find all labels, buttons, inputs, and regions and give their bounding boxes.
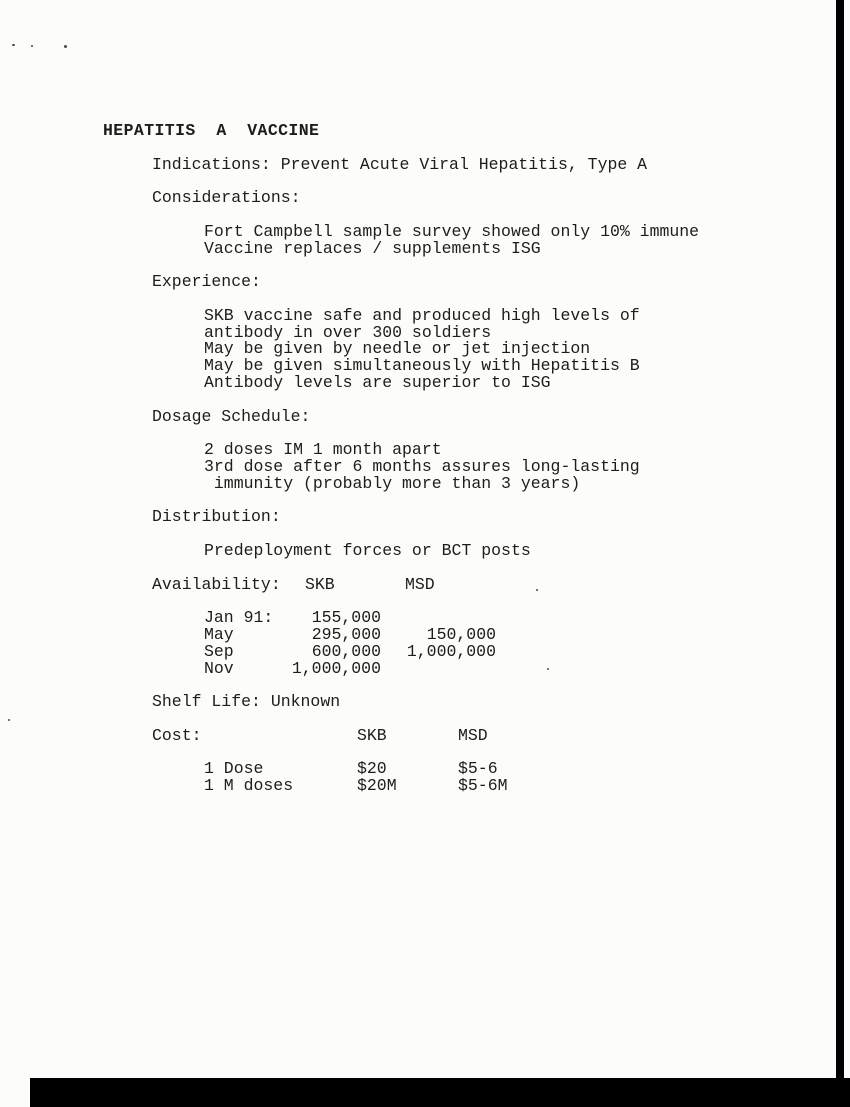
body-line: 2 doses IM 1 month apart bbox=[204, 440, 442, 460]
body-line: Antibody levels are superior to ISG bbox=[204, 372, 551, 392]
cost-col-skb: SKB bbox=[357, 725, 387, 745]
availability-month: Jan 91: bbox=[204, 608, 274, 628]
document-title: HEPATITIS A VACCINE bbox=[103, 121, 320, 140]
body-line: Fort Campbell sample survey showed only 10% immune bbox=[204, 221, 700, 241]
indications-line: Indications: Prevent Acute Viral Hepatitis, Type A bbox=[152, 154, 648, 174]
body-line: 3rd dose after 6 months assures long-lasting bbox=[204, 456, 640, 476]
scan-edge-right bbox=[836, 0, 844, 1107]
availability-col-skb: SKB bbox=[305, 574, 335, 594]
cost-item: 1 M doses bbox=[204, 776, 294, 796]
cost-skb-value: $20 bbox=[357, 759, 387, 779]
cost-col-msd: MSD bbox=[458, 725, 488, 745]
dosage-schedule-body bbox=[204, 442, 763, 492]
dosage-schedule-heading: Dosage Schedule: bbox=[152, 406, 311, 426]
body-line: immunity (probably more than 3 years) bbox=[204, 473, 581, 493]
body-line: May be given by needle or jet injection bbox=[204, 339, 591, 359]
document-content bbox=[103, 123, 763, 795]
body-line: SKB vaccine safe and produced high levels of bbox=[204, 305, 640, 325]
availability-skb-value: 1,000,000 bbox=[291, 658, 381, 678]
scan-speck bbox=[31, 45, 33, 47]
cost-skb-value: $20M bbox=[357, 776, 397, 796]
body-line: antibody in over 300 soldiers bbox=[204, 322, 492, 342]
availability-month: Sep bbox=[204, 641, 234, 661]
body-line: Vaccine replaces / supplements ISG bbox=[204, 238, 541, 258]
availability-header-row bbox=[152, 574, 763, 594]
experience-body bbox=[204, 305, 763, 392]
body-line: May be given simultaneously with Hepatitis B bbox=[204, 356, 640, 376]
cost-heading: Cost: bbox=[152, 725, 202, 745]
body-line: Predeployment forces or BCT posts bbox=[204, 540, 531, 560]
table-row bbox=[204, 641, 763, 661]
cost-item: 1 Dose bbox=[204, 759, 264, 779]
scan-edge-bottom bbox=[30, 1078, 850, 1107]
availability-skb-value: 295,000 bbox=[311, 624, 381, 644]
table-row bbox=[204, 658, 763, 678]
scan-speck bbox=[64, 45, 67, 48]
cost-table bbox=[204, 761, 763, 795]
availability-heading: Availability: bbox=[152, 574, 281, 594]
availability-msd-value bbox=[381, 661, 496, 678]
shelf-life-line: Shelf Life: Unknown bbox=[152, 692, 341, 712]
availability-table bbox=[204, 610, 763, 677]
availability-msd-value: 150,000 bbox=[426, 624, 496, 644]
scan-speck bbox=[8, 719, 10, 721]
considerations-heading: Considerations: bbox=[152, 188, 301, 208]
experience-heading: Experience: bbox=[152, 272, 261, 292]
table-row bbox=[204, 778, 763, 795]
distribution-heading: Distribution: bbox=[152, 507, 281, 527]
distribution-body bbox=[204, 540, 763, 560]
cost-msd-value: $5-6 bbox=[458, 759, 498, 779]
availability-skb-value: 155,000 bbox=[311, 608, 381, 628]
cost-header-row bbox=[152, 725, 763, 745]
availability-skb-value: 600,000 bbox=[311, 641, 381, 661]
cost-msd-value: $5-6M bbox=[458, 776, 508, 796]
scan-speck bbox=[12, 44, 15, 46]
considerations-body bbox=[204, 221, 763, 258]
availability-month: Nov bbox=[204, 658, 234, 678]
availability-col-msd: MSD bbox=[405, 574, 435, 594]
availability-msd-value: 1,000,000 bbox=[406, 641, 496, 661]
availability-month: May bbox=[204, 624, 234, 644]
